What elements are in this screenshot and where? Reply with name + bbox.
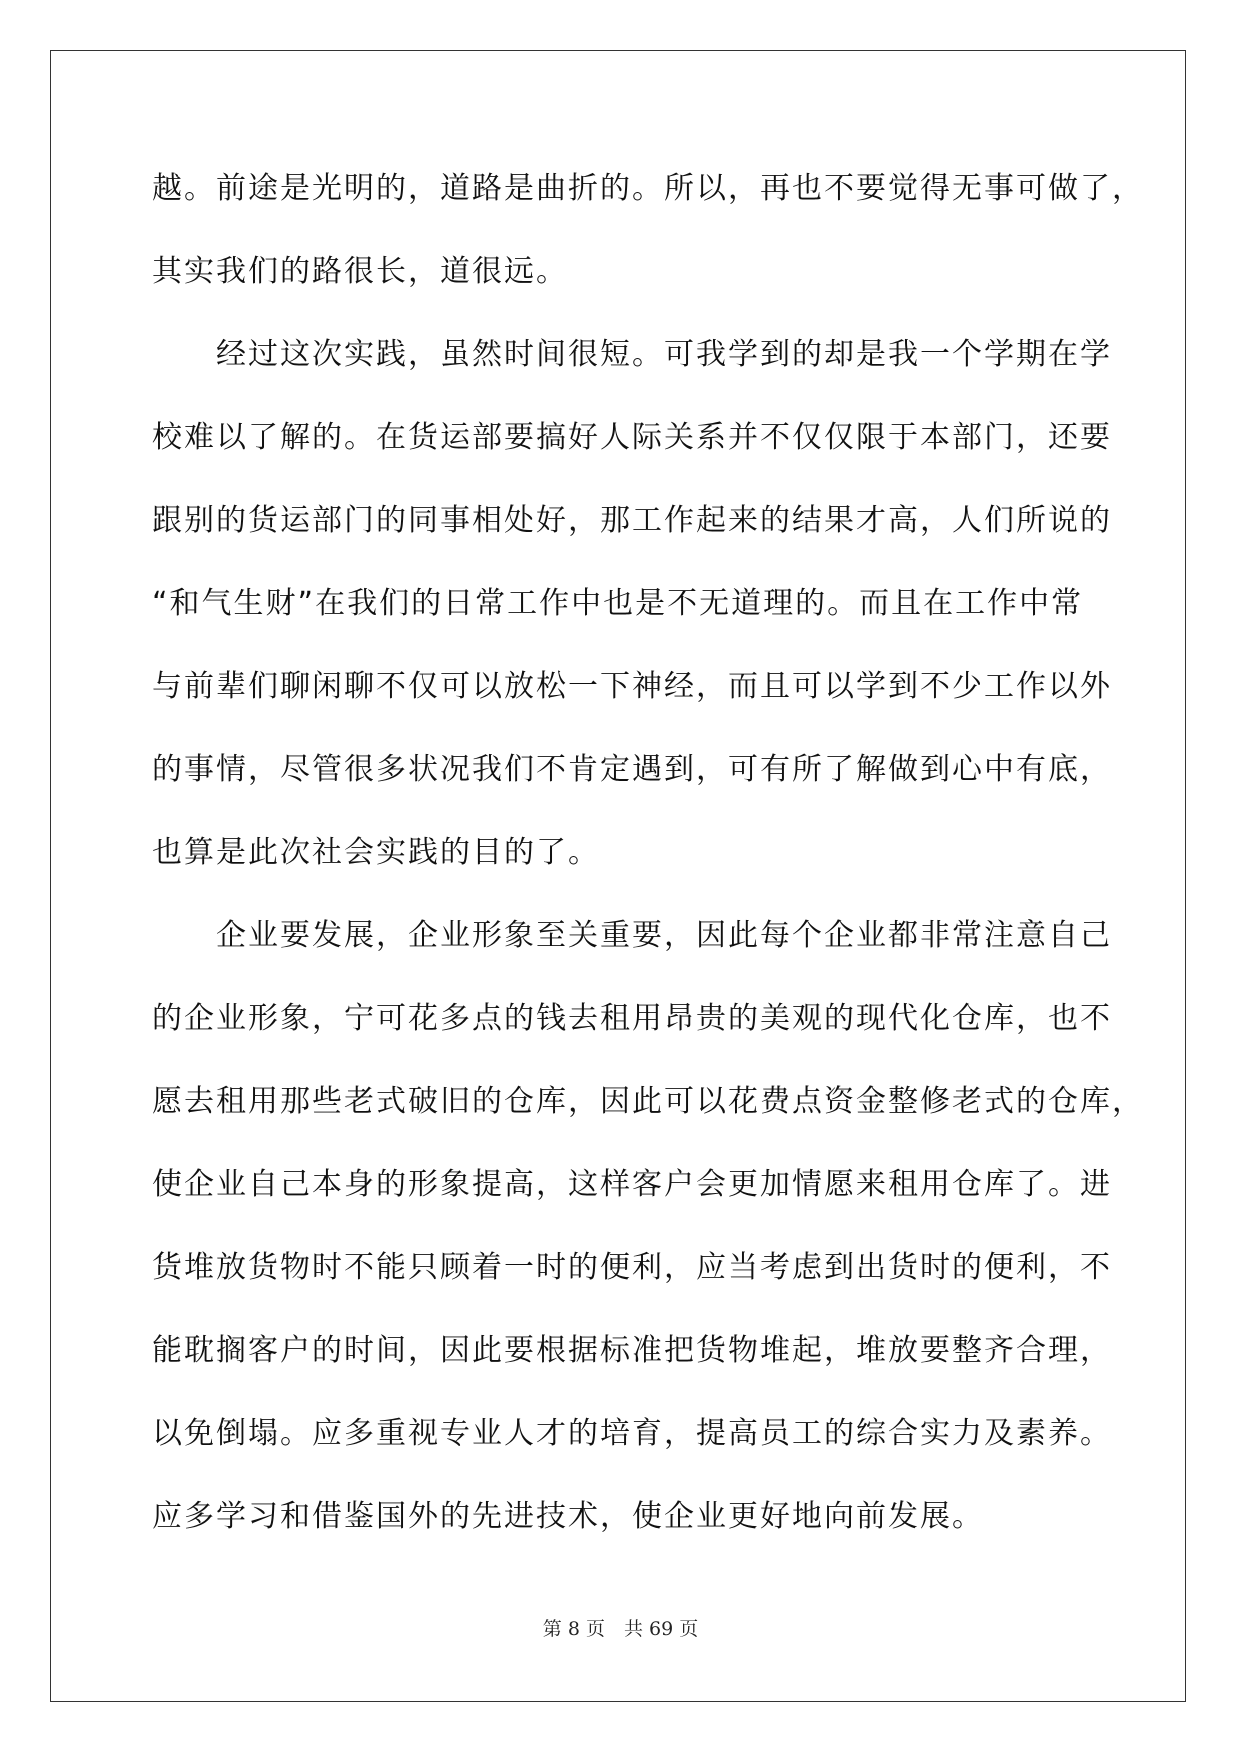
paragraph-2 — [152, 334, 1112, 874]
text-line: 其实我们的路很长，道很远。 — [152, 254, 568, 289]
text-line: 以免倒塌。应多重视专业人才的培育，提高员工的综合实力及素养。 — [152, 1416, 1112, 1451]
text-line: 企业要发展，企业形象至关重要，因此每个企业都非常注意自己 — [216, 918, 1112, 953]
text-line: “和气生财”在我们的日常工作中也是不无道理的。而且在工作中常 — [152, 586, 1084, 621]
paragraph-3 — [152, 915, 1144, 1538]
text-line: 越。前途是光明的，道路是曲折的。所以，再也不要觉得无事可做了， — [152, 171, 1144, 206]
text-line: 校难以了解的。在货运部要搞好人际关系并不仅仅限于本部门，还要 — [152, 420, 1112, 455]
text-line: 的企业形象，宁可花多点的钱去租用昂贵的美观的现代化仓库，也不 — [152, 1001, 1112, 1036]
text-line: 与前辈们聊闲聊不仅可以放松一下神经，而且可以学到不少工作以外 — [152, 669, 1112, 704]
text-line: 跟别的货运部门的同事相处好，那工作起来的结果才高，人们所说的 — [152, 503, 1112, 538]
paragraph-1 — [152, 168, 1144, 293]
page-number-footer: 第 8 页 共 69 页 — [542, 1618, 699, 1640]
text-line: 使企业自己本身的形象提高，这样客户会更加情愿来租用仓库了。进 — [152, 1167, 1112, 1202]
text-line: 愿去租用那些老式破旧的仓库，因此可以花费点资金整修老式的仓库， — [152, 1084, 1144, 1119]
text-line: 经过这次实践，虽然时间很短。可我学到的却是我一个学期在学 — [216, 337, 1112, 372]
text-line: 货堆放货物时不能只顾着一时的便利，应当考虑到出货时的便利，不 — [152, 1250, 1112, 1285]
document-body — [152, 168, 1144, 1579]
text-line: 能耽搁客户的时间，因此要根据标准把货物堆起，堆放要整齐合理， — [152, 1333, 1112, 1368]
text-line: 应多学习和借鉴国外的先进技术，使企业更好地向前发展。 — [152, 1499, 984, 1534]
text-line: 也算是此次社会实践的目的了。 — [152, 835, 600, 870]
text-line: 的事情，尽管很多状况我们不肯定遇到，可有所了解做到心中有底， — [152, 752, 1112, 787]
